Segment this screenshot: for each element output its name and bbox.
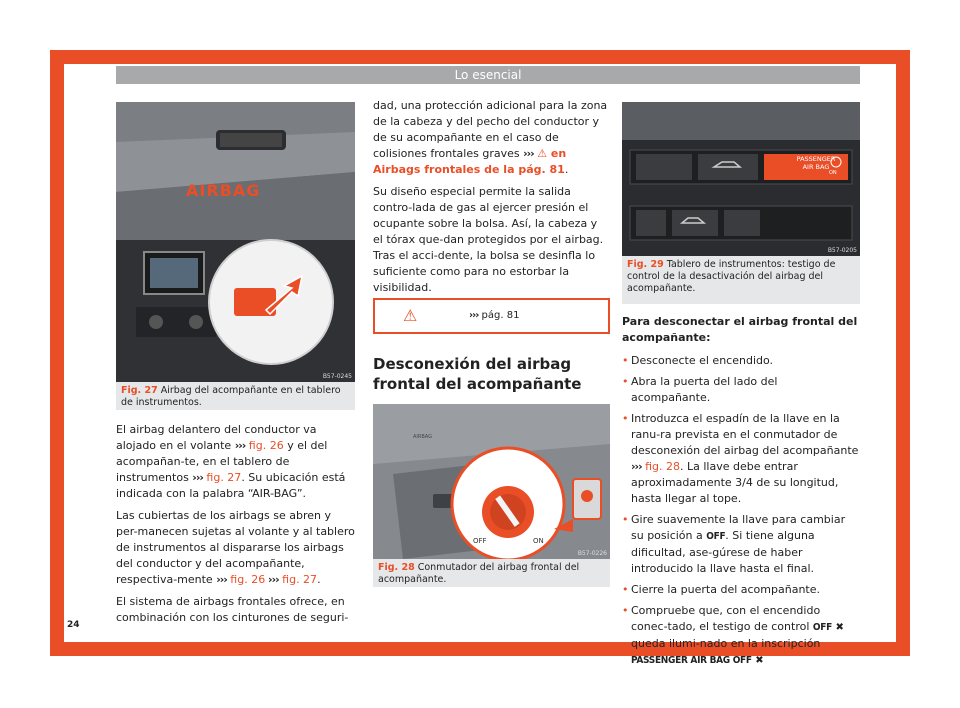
figure-27-code: B57-0245 [322,373,352,380]
ref-arrow: ››› [234,439,246,452]
list-item: • Introduzca el espadín de la llave en la ranu-ra prevista en el conmutador de desconexión del airbag del acompañante ››› fig. 28. La llave debe entrar aproximadamente 3/4 de su longitud, hasta llegar al tope. [622,411,860,507]
off-symbol: OFF [812,622,832,633]
ref-arrow: ››› [265,573,279,586]
figure-28-caption [373,559,610,587]
figure-27-number: Fig. 27 [121,385,158,396]
figure-29-caption [622,256,860,304]
switch-label-on: ON [533,537,544,545]
column-3-text [622,314,860,674]
section-title: Desconexión del airbag frontal del acompañante [373,355,582,393]
column-1-text [116,422,355,632]
ref-link-fig28[interactable]: fig. 28 [641,460,681,473]
figure-29-code: B57-0205 [827,247,857,254]
airbag-person-icon: ✖ [755,655,764,666]
page-frame [50,50,910,666]
figure-29-number: Fig. 29 [627,259,664,270]
figure-27-image [116,102,355,382]
figure-28-text: Conmutador del airbag frontal del acompañante. [378,562,580,585]
airbag-dashboard-illustration [116,102,355,382]
panel-label-passenger: PASSENGER [796,155,836,163]
col1-paragraph-2: Las cubiertas de los airbags se abren y per-manecen sujetas al volante y al tablero de instrumentos al dispararse los airbags del conductor y del acompañante, respectiva-mente ››› fig. 26 ››› fig. 27. [116,509,355,586]
col2-paragraph-1: dad, una protección adicional para la zona de la cabeza y del pecho del conductor y de su acompañante en el caso de colisiones frontales graves ››› ⚠ en Airbags frontales de la pág. 81. [373,99,608,176]
instruction-list [622,353,860,669]
ref-arrow: ››› [523,147,534,160]
figure-29-image [622,102,860,256]
list-item: • Abra la puerta del lado del acompañante. [622,374,860,406]
warning-triangle-icon: ⚠ [403,306,418,325]
switch-label-passenger: PASSENGER [485,459,533,467]
passenger-airbag-switch-illustration [373,404,610,559]
ref-arrow: ››› [216,573,227,586]
figure-28-code: B57-0226 [577,550,607,557]
ref-link-airbags-frontales[interactable]: en Airbags frontales de la pág. 81 [373,147,567,176]
switch-label-airbag: AIR BAG [492,467,526,475]
dash-airbag-label: AIRBAG [413,434,433,440]
switch-label-off: OFF [473,537,487,545]
figure-27-text: Airbag del acompañante en el tablero de instrumentos. [121,385,341,408]
ref-arrow: ››› [631,460,642,473]
list-item: • Desconecte el encendido. [622,353,860,369]
off-symbol: OFF [706,531,726,542]
col3-heading: Para desconectar el airbag frontal del acompañante: [622,315,858,344]
col1-paragraph-1: El airbag delantero del conductor va alojado en el volante ››› fig. 26 y el del acompañan-te, en el tablero de instrumentos ››› fig. 27. Su ubicación está indicada con la palabra “AIR-BAG”. [116,423,346,500]
airbag-person-icon: ✖ [835,622,844,633]
airbag-label: AIRBAG [186,181,261,200]
col1-paragraph-3: El sistema de airbags frontales ofrece, en combinación con los cinturones de seguri- [116,595,349,624]
warning-ref[interactable]: ››› pág. 81 [469,310,520,321]
page-header: Lo esencial [116,66,860,84]
column-2-text [373,98,610,302]
ref-link-fig27[interactable]: fig. 27 [202,471,242,484]
panel-label-on: ON [829,170,837,176]
figure-28-image [373,404,610,559]
figure-28-number: Fig. 28 [378,562,415,573]
ref-link-fig27[interactable]: fig. 27 [278,573,318,586]
manual-page [64,64,896,666]
inscription-passenger-airbag-off: PASSENGER AIR BAG OFF [631,655,752,666]
warning-box [373,298,610,334]
ref-link-fig26[interactable]: fig. 26 [245,439,284,452]
col2-paragraph-2: Su diseño especial permite la salida contro-lada de gas al ejercer presión el ocupante sobre la bolsa. Así, la cabeza y el tórax que-dan protegidos por el airbag. Tras el acci-dente, la bolsa se desinfla lo suficiente como para no estorbar la visibilidad. [373,185,604,294]
figure-27-caption [116,382,355,410]
figure-29-text: Tablero de instrumentos: testigo de control de la desactivación del airbag del acompañante. [627,259,836,294]
warning-triangle-icon: ⚠ [537,147,548,160]
dashboard-buttons-illustration [622,102,860,256]
list-item: • Cierre la puerta del acompañante. [622,582,860,598]
ref-link-fig26[interactable]: fig. 26 [226,573,266,586]
list-item: • Gire suavemente la llave para cambiar su posición a OFF. Si tiene alguna dificultad, ase-gúrese de haber introducido la llave hasta el final. [622,512,860,577]
ref-arrow: ››› [192,471,203,484]
page-number: 24 [67,620,80,630]
panel-label-airbag: AIR BAG [802,163,830,171]
list-item: • Compruebe que, con el encendido conec-tado, el testigo de control OFF ✖ queda ilumi-nado en la inscripción PASSENGER AIR BAG OFF ✖ [622,603,860,669]
